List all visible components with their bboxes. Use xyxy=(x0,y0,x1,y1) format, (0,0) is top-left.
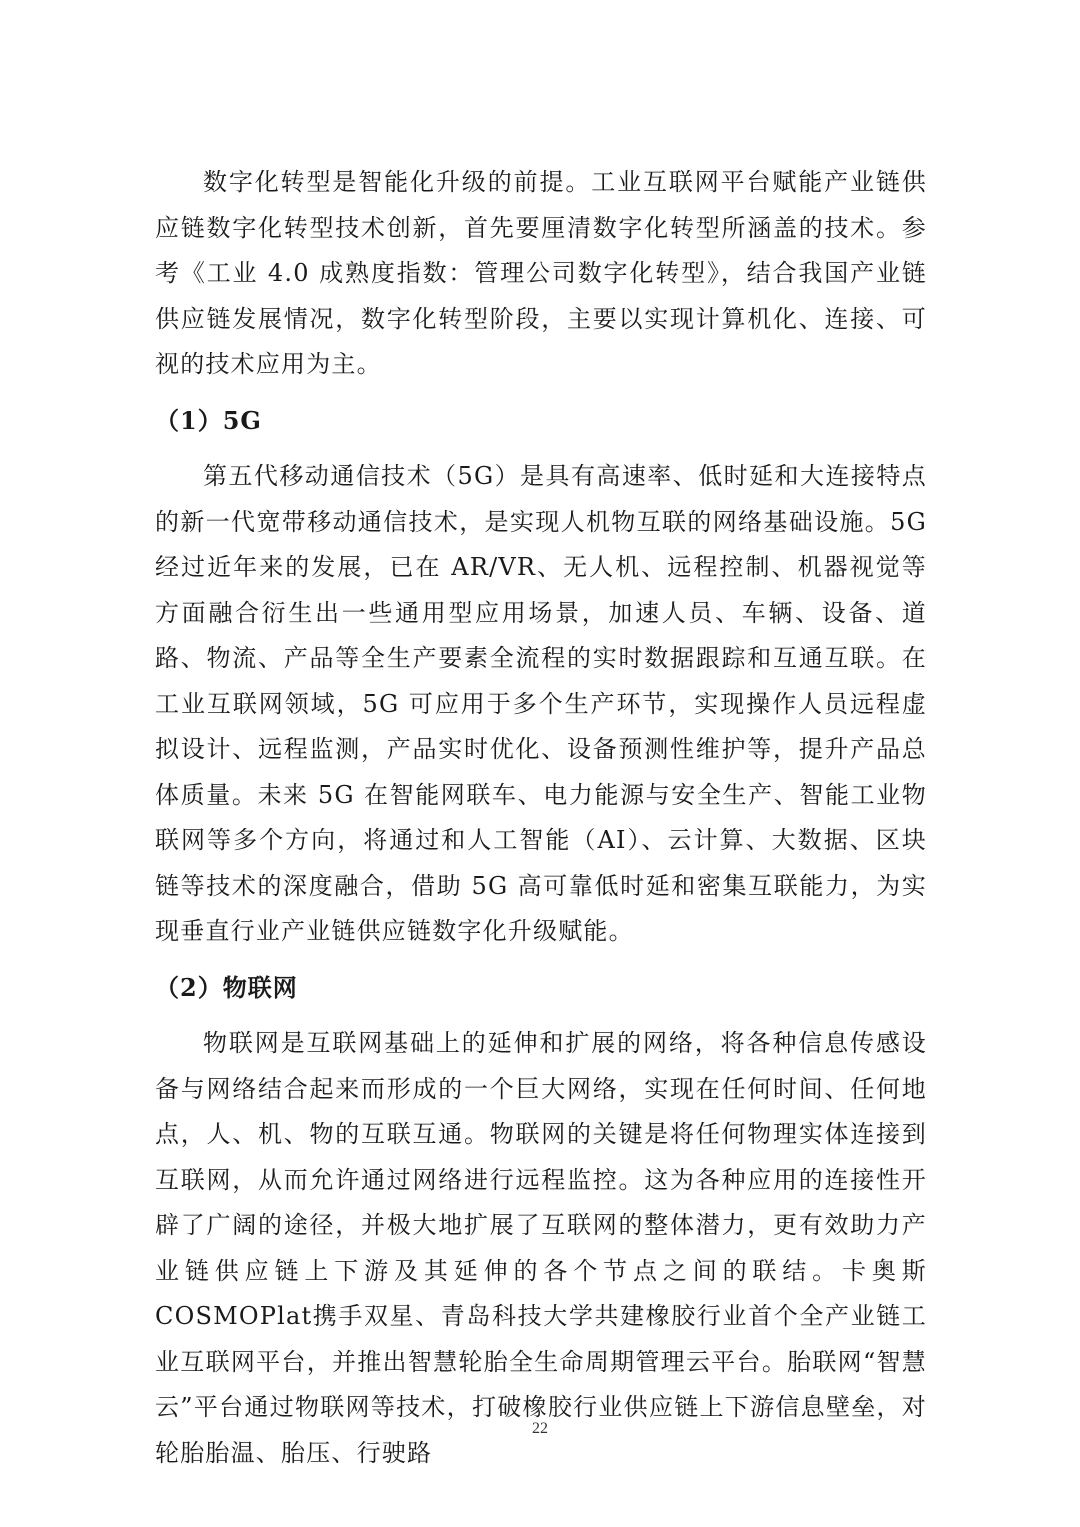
section-heading-5g: （1）5G xyxy=(155,405,262,435)
intro-paragraph: 数字化转型是智能化升级的前提。工业互联网平台赋能产业链供应链数字化转型技术创新，首先要厘清数字化转型所涵盖的技术。参考《工业 4.0 成熟度指数：管理公司数字化转型》，结合我国产业链供应链发展情况，数字化转型阶段，主要以实现计算机化、连接、可视的技术应用为主。 xyxy=(155,168,927,378)
section-heading-iot: （2）物联网 xyxy=(155,972,298,1002)
section-body-5g: 第五代移动通信技术（5G）是具有高速率、低时延和大连接特点的新一代宽带移动通信技术，是实现人机物互联的网络基础设施。5G 经过近年来的发展，已在 AR/VR、无人机、远程控制、机器视觉等方面融合衍生出一些通用型应用场景，加速人员、车辆、设备、道路、物流、产品等全生产要素全流程的实时数据跟踪和互通互联。在工业互联网领域，5G 可应用于多个生产环节，实现操作人员远程虚拟设计、远程监测，产品实时优化、设备预测性维护等，提升产品总体质量。未来 5G 在智能网联车、电力能源与安全生产、智能工业物联网等多个方向，将通过和人工智能（AI）、云计算、大数据、区块链等技术的深度融合，借助 5G 高可靠低时延和密集互联能力，为实现垂直行业产业链供应链数字化升级赋能。 xyxy=(155,462,927,945)
page-number: 22 xyxy=(532,1420,548,1437)
document-body xyxy=(155,160,927,1476)
section-body-iot: 物联网是互联网基础上的延伸和扩展的网络，将各种信息传感设备与网络结合起来而形成的一个巨大网络，实现在任何时间、任何地点，人、机、物的互联互通。物联网的关键是将任何物理实体连接到互联网，从而允许通过网络进行远程监控。这为各种应用的连接性开辟了广阔的途径，并极大地扩展了互联网的整体潜力，更有效助力产业链供应链上下游及其延伸的各个节点之间的联结。卡奥斯COSMOPlat携手双星、青岛科技大学共建橡胶行业首个全产业链工业互联网平台，并推出智慧轮胎全生命周期管理云平台。胎联网“智慧云”平台通过物联网等技术，打破橡胶行业供应链上下游信息壁垒，对轮胎胎温、胎压、行驶路 xyxy=(155,1029,927,1467)
